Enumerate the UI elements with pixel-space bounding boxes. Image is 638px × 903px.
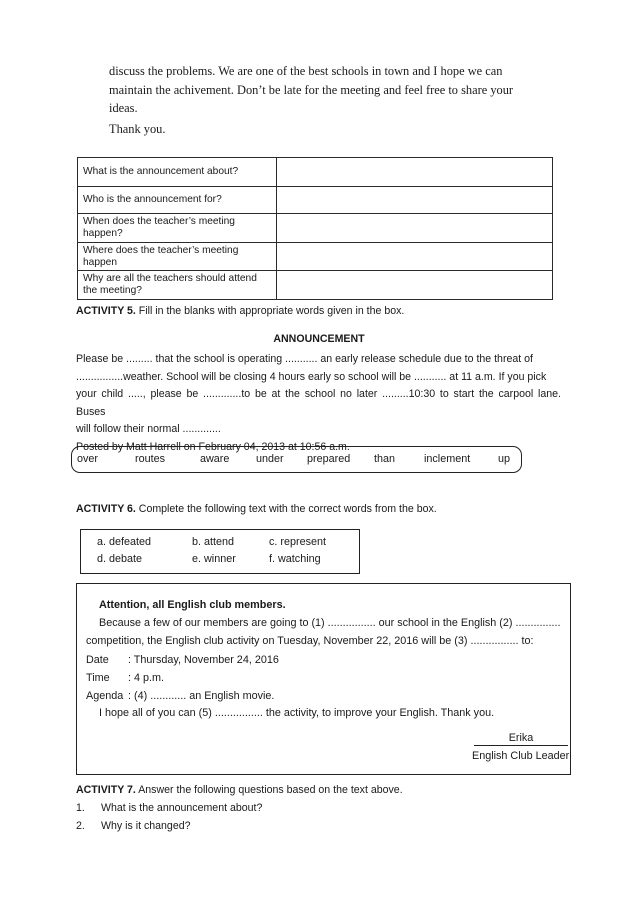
activity5-instruction: Fill in the blanks with appropriate words given in the box. (135, 305, 405, 317)
intro-line: discuss the problems. We are one of the best schools in town and I hope we can (109, 64, 503, 78)
option-item: b. attend (192, 536, 235, 548)
option-item: a. defeated (97, 536, 152, 548)
announcement-title: ANNOUNCEMENT (273, 333, 365, 345)
letter-line: Because a few of our members are going to (1) ................ our school in the English (2) ............... (99, 617, 561, 629)
intro-paragraph (109, 62, 549, 118)
announcement-body (76, 351, 561, 457)
announcement-letter (76, 583, 571, 775)
activity6-heading (76, 503, 437, 515)
activity7-instruction: Answer the following questions based on the text above. (135, 784, 403, 796)
answer-cell[interactable] (277, 158, 553, 187)
option-item: e. winner (192, 553, 236, 565)
intro-line: ideas. (109, 101, 138, 115)
option-item: c. represent (269, 536, 327, 548)
question-item (76, 802, 262, 814)
question-cell: Where does the teacher’s meeting happen (78, 243, 277, 271)
agenda-label: Agenda (86, 690, 124, 702)
signer-role: English Club Leader (472, 750, 570, 762)
question-cell: What is the announcement about? (78, 158, 277, 187)
question-number: 2. (76, 820, 85, 832)
option-item: f. watching (269, 553, 321, 565)
option-item: d. debate (97, 553, 143, 565)
closing-text: Thank you. (109, 122, 166, 136)
activity6-label: ACTIVITY 6. (76, 503, 136, 515)
questions-table (77, 157, 553, 300)
time-value: : 4 p.m. (128, 672, 165, 684)
word-option: than (374, 453, 396, 465)
announcement-line: your child ....., please be .............to be at the school no later .........10:30 to start the carpool lane. Buses (76, 388, 561, 418)
question-cell: Who is the announcement for? (78, 187, 277, 214)
word-option: inclement (424, 453, 471, 465)
word-option: prepared (307, 453, 351, 465)
activity5-heading (76, 305, 404, 317)
date-value: : Thursday, November 24, 2016 (128, 654, 279, 666)
letter-line: I hope all of you can (5) ................ the activity, to improve your English. Thank you. (99, 707, 495, 719)
letter-line: competition, the English club activity on Tuesday, November 22, 2016 will be (3) ................ to: (86, 635, 534, 647)
answer-cell[interactable] (277, 214, 553, 243)
answer-cell[interactable] (277, 271, 553, 300)
activity7-label: ACTIVITY 7. (76, 784, 136, 796)
table-row (78, 243, 553, 271)
question-cell: When does the teacher’s meeting happen? (78, 214, 277, 243)
question-text: What is the announcement about? (101, 802, 263, 814)
options-box (80, 529, 360, 574)
table-row (78, 187, 553, 214)
announcement-line: ................weather. School will be closing 4 hours early so school will be ........... at 11 a.m. If you pick (76, 370, 547, 383)
word-option: under (256, 453, 284, 465)
time-label: Time (86, 672, 110, 684)
date-label: Date (86, 654, 109, 666)
question-number: 1. (76, 802, 85, 814)
word-option: routes (135, 453, 166, 465)
answer-cell[interactable] (277, 187, 553, 214)
table-row (78, 158, 553, 187)
letter-heading: Attention, all English club members. (99, 599, 286, 611)
signer-name: Erika (474, 732, 568, 746)
word-option: aware (200, 453, 230, 465)
word-option: up (498, 453, 511, 465)
activity6-instruction: Complete the following text with the correct words from the box. (135, 503, 437, 515)
intro-line: maintain the achivement. Don’t be late for the meeting and feel free to share your (109, 82, 514, 97)
announcement-posted: Posted by Matt Harrell on February 04, 2013 at 10:56 a.m. (76, 440, 350, 453)
word-option: over (77, 453, 99, 465)
answer-cell[interactable] (277, 243, 553, 271)
question-cell: Why are all the teachers should attend the meeting? (78, 271, 277, 300)
activity7-heading (76, 784, 403, 796)
word-box (71, 446, 522, 473)
table-row (78, 214, 553, 243)
announcement-line: Please be ......... that the school is operating ........... an early release schedule due to the threat of (76, 353, 533, 365)
question-item (76, 820, 191, 832)
question-text: Why is it changed? (101, 820, 191, 832)
agenda-value: : (4) ............ an English movie. (128, 690, 275, 702)
announcement-line: will follow their normal ............. (76, 423, 221, 436)
activity5-label: ACTIVITY 5. (76, 305, 136, 317)
table-row (78, 271, 553, 300)
